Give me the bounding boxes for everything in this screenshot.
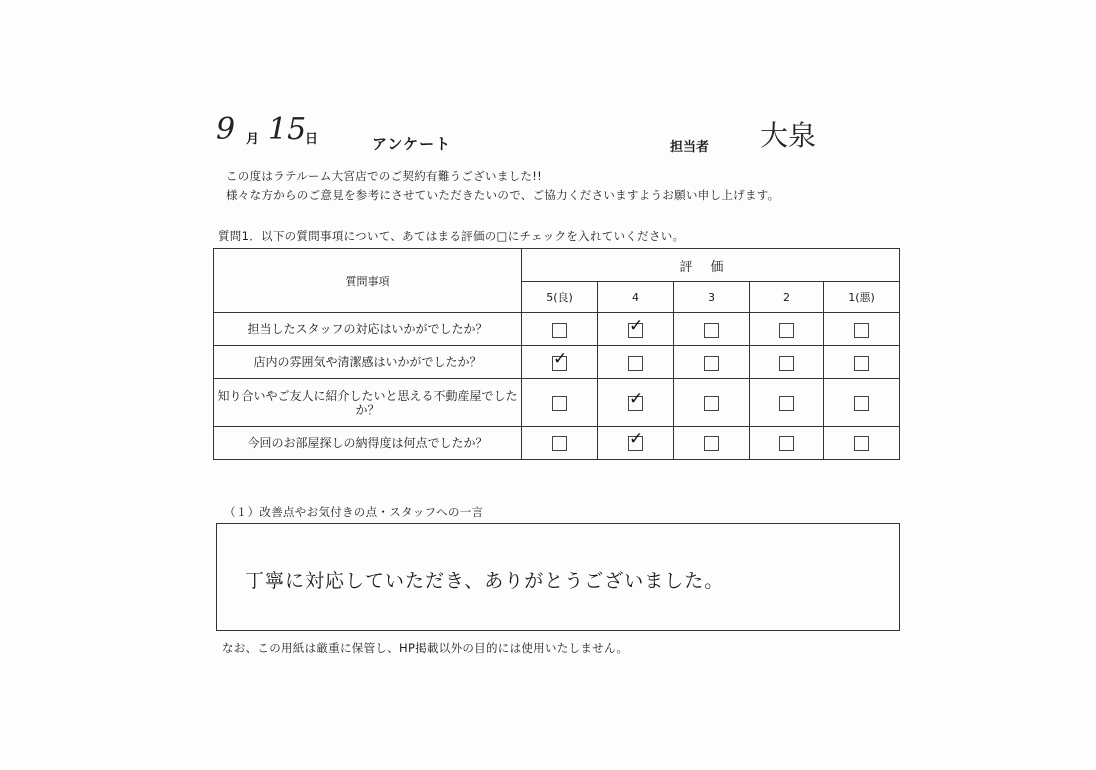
- evaluation-table: [213, 248, 900, 460]
- survey-title: アンケート: [372, 135, 452, 153]
- question-text: 知り合いやご友人に紹介したいと思える不動産屋でしたか？: [214, 379, 522, 427]
- checkbox[interactable]: [628, 429, 644, 451]
- question-text: 今回のお部屋探しの納得度は何点でしたか？: [214, 426, 522, 459]
- checkbox[interactable]: [704, 436, 719, 451]
- checkbox[interactable]: [854, 396, 869, 411]
- column-header-question: 質問事項: [214, 249, 522, 313]
- checkbox[interactable]: [854, 356, 869, 371]
- checkbox[interactable]: [779, 436, 794, 451]
- score-header-1: 1(悪): [824, 282, 900, 313]
- date-month: 9: [216, 112, 236, 147]
- question-row: [214, 426, 900, 459]
- checkbox[interactable]: [628, 356, 643, 371]
- comment-label: （１）改善点やお気付きの点・スタッフへの一言: [224, 505, 484, 519]
- question-text: 担当したスタッフの対応はいかがでしたか？: [214, 313, 522, 346]
- checkbox[interactable]: [552, 396, 567, 411]
- check-mark-icon: ✓: [629, 315, 644, 336]
- checkbox[interactable]: [704, 356, 719, 371]
- staff-name: 大泉: [760, 119, 817, 152]
- score-header-4: 4: [598, 282, 674, 313]
- question-row: [214, 379, 900, 427]
- question-text: 店内の雰囲気や清潔感はいかがでしたか？: [214, 346, 522, 379]
- date-month-unit: 月: [246, 132, 260, 147]
- staff-label: 担当者: [670, 140, 710, 155]
- comment-text: 丁寧に対応していただき、ありがとうございました。: [245, 570, 725, 592]
- checkbox[interactable]: [704, 396, 719, 411]
- checkbox[interactable]: [552, 436, 567, 451]
- question1-instruction: 質問1．以下の質問事項について、あてはまる評価の□にチェックを入れていください。: [218, 229, 685, 243]
- question-row: [214, 346, 900, 379]
- score-header-2: 2: [750, 282, 824, 313]
- question-row: [214, 313, 900, 346]
- check-mark-icon: ✓: [629, 429, 644, 450]
- checkbox[interactable]: [552, 323, 567, 338]
- check-mark-icon: ✓: [629, 389, 644, 409]
- checkbox[interactable]: [854, 323, 869, 338]
- request-message: 様々な方からのご意見を参考にさせていただきたいので、ご協力くださいますようお願い申し上げます。: [226, 188, 780, 202]
- thanks-message: この度はラテルーム大宮店でのご契約有難うございました!!: [226, 169, 543, 183]
- checkbox[interactable]: [779, 323, 794, 338]
- checkbox[interactable]: [628, 389, 644, 411]
- privacy-note: なお、この用紙は厳重に保管し、HP掲載以外の目的には使用いたしません。: [222, 641, 629, 655]
- column-header-evaluation: 評価: [522, 249, 900, 282]
- checkbox[interactable]: [628, 315, 644, 338]
- checkbox[interactable]: [552, 348, 568, 371]
- check-mark-icon: ✓: [553, 348, 568, 369]
- date-day-unit: 日: [305, 132, 319, 147]
- score-header-5: 5(良): [522, 282, 598, 313]
- date-day: 15: [268, 112, 307, 147]
- checkbox[interactable]: [779, 356, 794, 371]
- comment-box[interactable]: [216, 523, 900, 631]
- checkbox[interactable]: [779, 396, 794, 411]
- checkbox[interactable]: [854, 436, 869, 451]
- score-header-3: 3: [674, 282, 750, 313]
- checkbox[interactable]: [704, 323, 719, 338]
